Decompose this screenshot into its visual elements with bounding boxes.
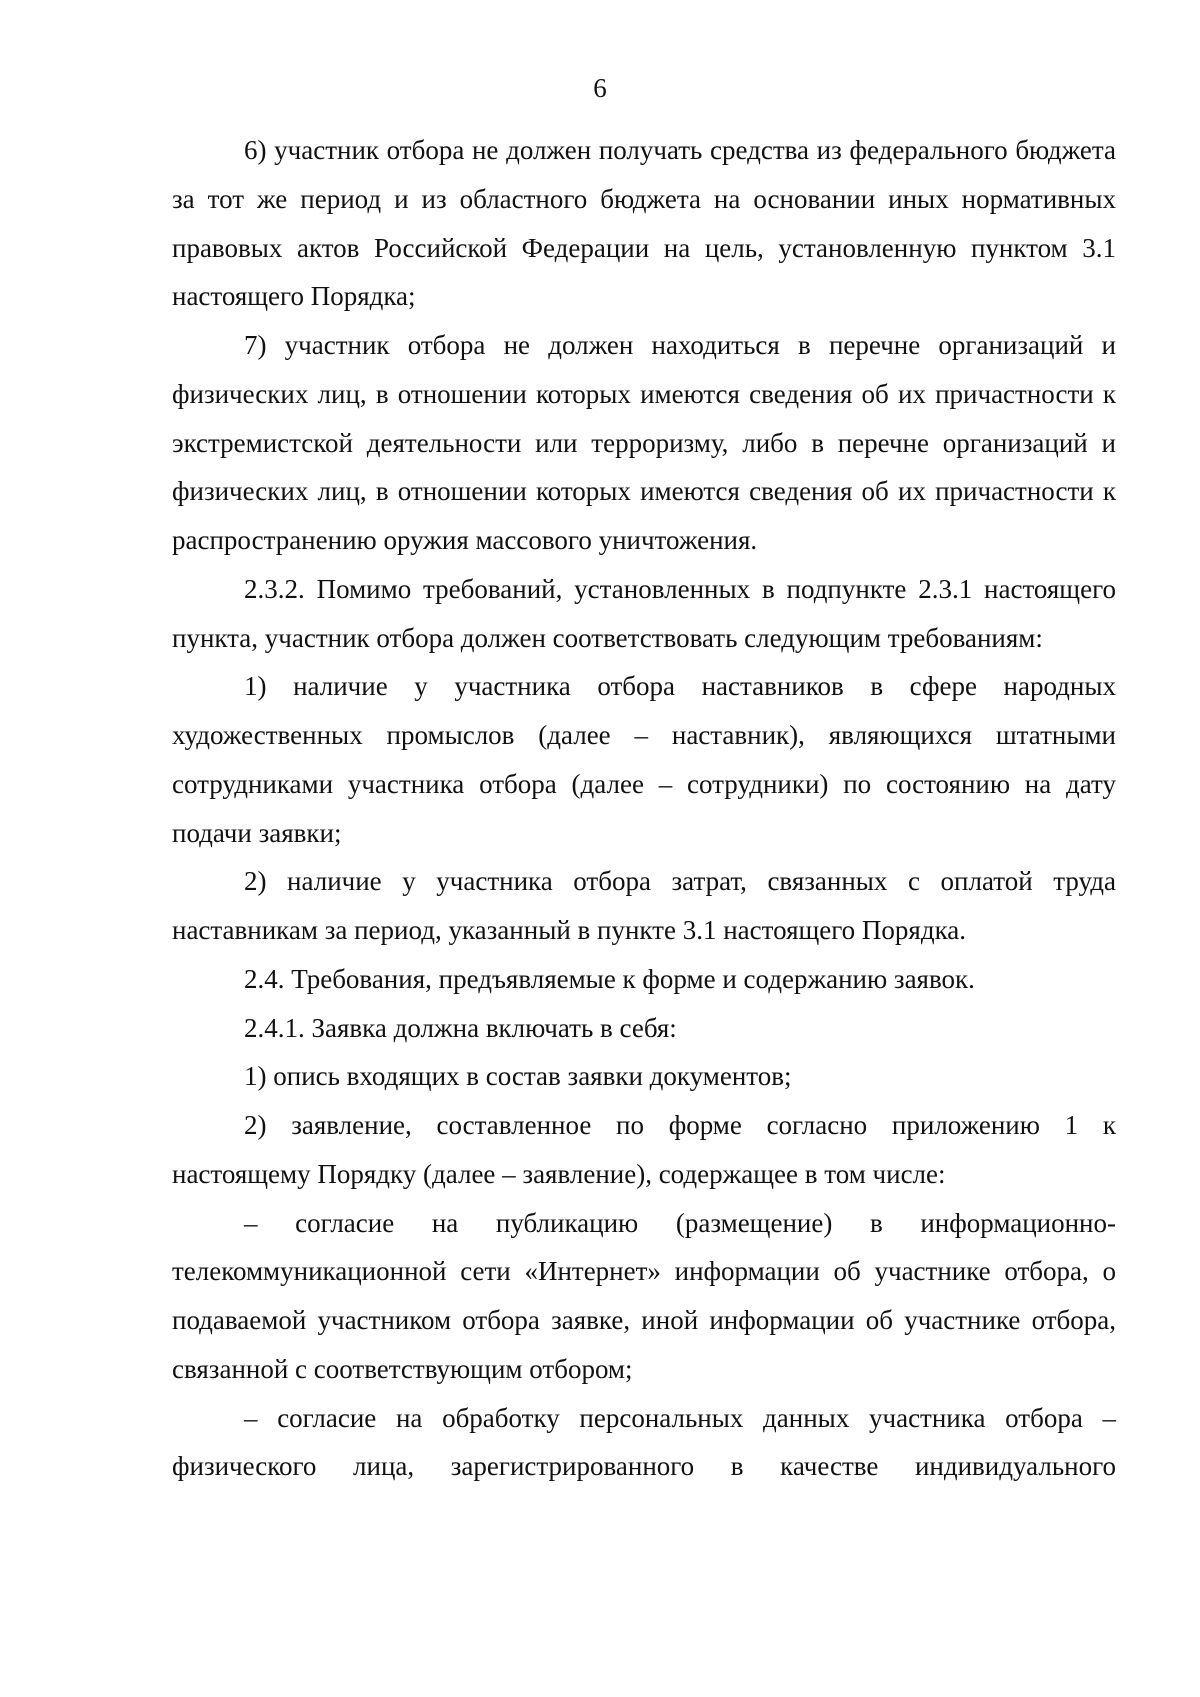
paragraph-2-4-1: 2.4.1. Заявка должна включать в себя: xyxy=(244,1012,677,1043)
paragraph-requirement-1: 1) наличие у участника отбора наставников в сфере народных художественных промыслов (далее – наставник), являющихся штатными сотрудниками участника отбора (далее – сотрудники) по состоянию на дату подачи заявки; xyxy=(172,671,1116,848)
paragraph-consent-publication: – согласие на публикацию (размещение) в информационно-телекоммуникационной сети «Интернет» информации об участнике отбора, о подаваемой участником отбора заявке, иной информации об участнике отбора, связанной с соответствующим отбором; xyxy=(172,1207,1116,1384)
page-number: 6 xyxy=(593,73,607,103)
paragraph-2-3-2: 2.3.2. Помимо требований, установленных в подпункте 2.3.1 настоящего пункта, участник отбора должен соответствовать следующим требованиям: xyxy=(172,573,1116,653)
paragraph-item-6: 6) участник отбора не должен получать средства из федерального бюджета за тот же период и из областного бюджета на основании иных нормативных правовых актов Российской Федерации на цель, установленную пунктом 3.1 настоящего Порядка; xyxy=(172,135,1116,312)
paragraph-requirement-2: 2) наличие у участника отбора затрат, связанных с оплатой труда наставникам за период, указанный в пункте 3.1 настоящего Порядка. xyxy=(172,866,1116,945)
paragraph-consent-personal-data: – согласие на обработку персональных данных участника отбора – физического лица, зарегистрированного в качестве индивидуального xyxy=(172,1402,1116,1482)
paragraph-item-7: 7) участник отбора не должен находиться в перечне организаций и физических лиц, в отношении которых имеются сведения об их причастности к экстремистской деятельности или терроризму, либо в перечне организаций и физических лиц, в отношении которых имеются сведения об их причастности к распространению оружия массового уничтожения. xyxy=(172,330,1116,555)
paragraph-list-item-2: 2) заявление, составленное по форме согласно приложению 1 к настоящему Порядку (далее – заявление), содержащее в том числе: xyxy=(172,1110,1116,1189)
paragraph-list-item-1: 1) опись входящих в состав заявки документов; xyxy=(244,1061,792,1092)
paragraph-2-4: 2.4. Требования, предъявляемые к форме и содержанию заявок. xyxy=(244,963,975,994)
document-body xyxy=(172,126,1116,1491)
